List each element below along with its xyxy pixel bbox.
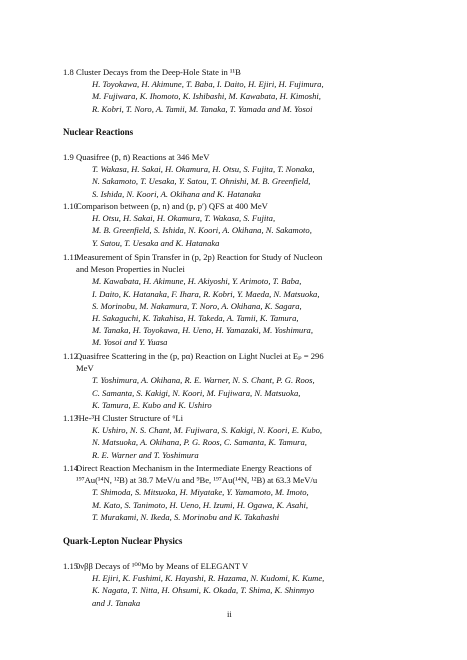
entry-authors: H. Toyokawa, H. Akimune, T. Baba, I. Daito, H. Ejiri, H. Fujimura, [92,79,324,90]
entry-number: 1.14 [63,463,79,473]
entry-authors: H. Sakaguchi, K. Takahisa, H. Takeda, A. Tamii, K. Tamura, [92,313,299,324]
entry-authors: T. Shimoda, S. Mitsuoka, H. Miyatake, Y. Yamamoto, M. Imoto, [92,487,309,498]
entry-title: 0νββ Decays of ¹⁰⁰Mo by Means of ELEGANT V [76,561,249,571]
entry-title: Cluster Decays from the Deep-Hole State in ¹¹B [76,67,241,77]
toc-entry-1-10 [63,200,443,249]
entry-authors: C. Samanta, S. Kakigi, N. Koori, M. Fujiwara, N. Matsuoka, [92,387,301,398]
entry-authors: M. Fujiwara, K. Ihomoto, K. Ishibashi, M. Kawabata, H. Kimoshi, [92,91,321,102]
entry-title: ¹⁹⁷Au(¹⁴N, ¹²B) at 38.7 MeV/u and ⁹Be, ¹⁹⁷Au(¹⁴N, ¹²B) at 63.3 MeV/u [76,475,318,486]
entry-authors: N. Sakamoto, T. Uesaka, Y. Satou, T. Ohnishi, M. B. Greenfield, [92,176,311,187]
entry-authors: S. Ishida, N. Koori, A. Okihana and K. Hatanaka [92,188,261,199]
entry-authors: R. Kobri, T. Noro, A. Tamii, M. Tanaka, T. Yamada and M. Yosoi [92,103,313,114]
entry-title: ³He-³H Cluster Structure of ⁶Li [76,413,183,423]
entry-authors: M. Yosoi and Y. Yuasa [92,337,168,348]
entry-authors: T. Wakasa, H. Sakai, H. Okamura, H. Otsu, S. Fujita, T. Nonaka, [92,164,315,175]
section-heading-nuclear-reactions: Nuclear Reactions [63,127,134,137]
entry-title: Direct Reaction Mechanism in the Intermediate Energy Reactions of [76,463,312,473]
entry-authors: N. Matsuoka, A. Okihana, P. G. Roos, C. Samanta, K. Tamura, [92,437,307,448]
entry-authors: R. E. Warner and T. Yoshimura [92,449,199,460]
entry-title: MeV [76,363,94,374]
entry-title: and Meson Properties in Nuclei [76,264,185,275]
entry-authors: M. B. Greenfield, S. Ishida, N. Koori, A. Okihana, N. Sakamoto, [92,225,312,236]
entry-authors: H. Otsu, H. Sakai, H. Okamura, T. Wakasa, S. Fujita, [92,213,276,224]
entry-authors: M. Kato, S. Tanimoto, H. Ueno, H. Izumi, H. Ogawa, K. Asahi, [92,499,309,510]
entry-number: 1.13 [63,413,79,423]
entry-authors: M. Kawabata, H. Akimune, H. Akiyoshi, Y. Arimoto, T. Baba, [92,276,302,287]
toc-entry-1-12 [63,350,443,411]
entry-number: 1.9 [63,152,74,162]
entry-number: 1.11 [63,252,78,262]
toc-entry-1-13 [63,412,443,461]
entry-number: 1.10 [63,201,79,211]
page-number: ii [227,609,232,619]
entry-number: 1.15 [63,561,79,571]
entry-number: 1.12 [63,351,79,361]
toc-entry-1-11 [63,251,443,349]
entry-authors: H. Ejiri, K. Fushimi, K. Hayashi, R. Hazama, N. Kudomi, K. Kume, [92,573,325,584]
toc-entry-1-9 [63,151,443,200]
entry-title: Quasifree (p̄, n̄) Reactions at 346 MeV [76,152,210,162]
entry-authors: K. Tamura, E. Kubo and K. Ushiro [92,399,212,410]
entry-authors: T. Yoshimura, A. Okihana, R. E. Warner, N. S. Chant, P. G. Roos, [92,375,315,386]
toc-entry-1-8 [63,66,443,115]
toc-entry-1-15 [63,560,443,609]
entry-authors: S. Morinobu, M. Nakamura, T. Noro, A. Okihana, K. Sagara, [92,300,302,311]
entry-authors: T. Murakami, N. Ikeda, S. Morinobu and K. Takahashi [92,511,280,522]
entry-title: Comparison between (p, n) and (p, p′) QFS at 400 MeV [76,201,268,211]
entry-authors: K. Ushiro, N. S. Chant, M. Fujiwara, S. Kakigi, N. Koori, E. Kubo, [92,425,323,436]
entry-authors: K. Nagata, T. Nitta, H. Ohsumi, K. Okada, T. Shima, K. Shinmyo [92,585,315,596]
section-heading-quark-lepton: Quark-Lepton Nuclear Physics [63,536,183,546]
entry-title: Measurement of Spin Transfer in (p, 2p) Reaction for Study of Nucleon [76,252,323,262]
entry-number: 1.8 [63,67,74,77]
entry-authors: and J. Tanaka [92,597,141,608]
entry-authors: Y. Satou, T. Uesaka and K. Hatanaka [92,237,220,248]
entry-authors: M. Tanaka, H. Toyokawa, H. Ueno, H. Yamazaki, M. Yoshimura, [92,325,313,336]
entry-title: Quasifree Scattering in the (p, pα) Reaction on Light Nuclei at Eₚ = 296 [76,351,324,361]
entry-authors: I. Daito, K. Hatanaka, F. Ihara, R. Kobri, Y. Maeda, N. Matsuoka, [92,288,320,299]
toc-entry-1-14 [63,462,443,523]
